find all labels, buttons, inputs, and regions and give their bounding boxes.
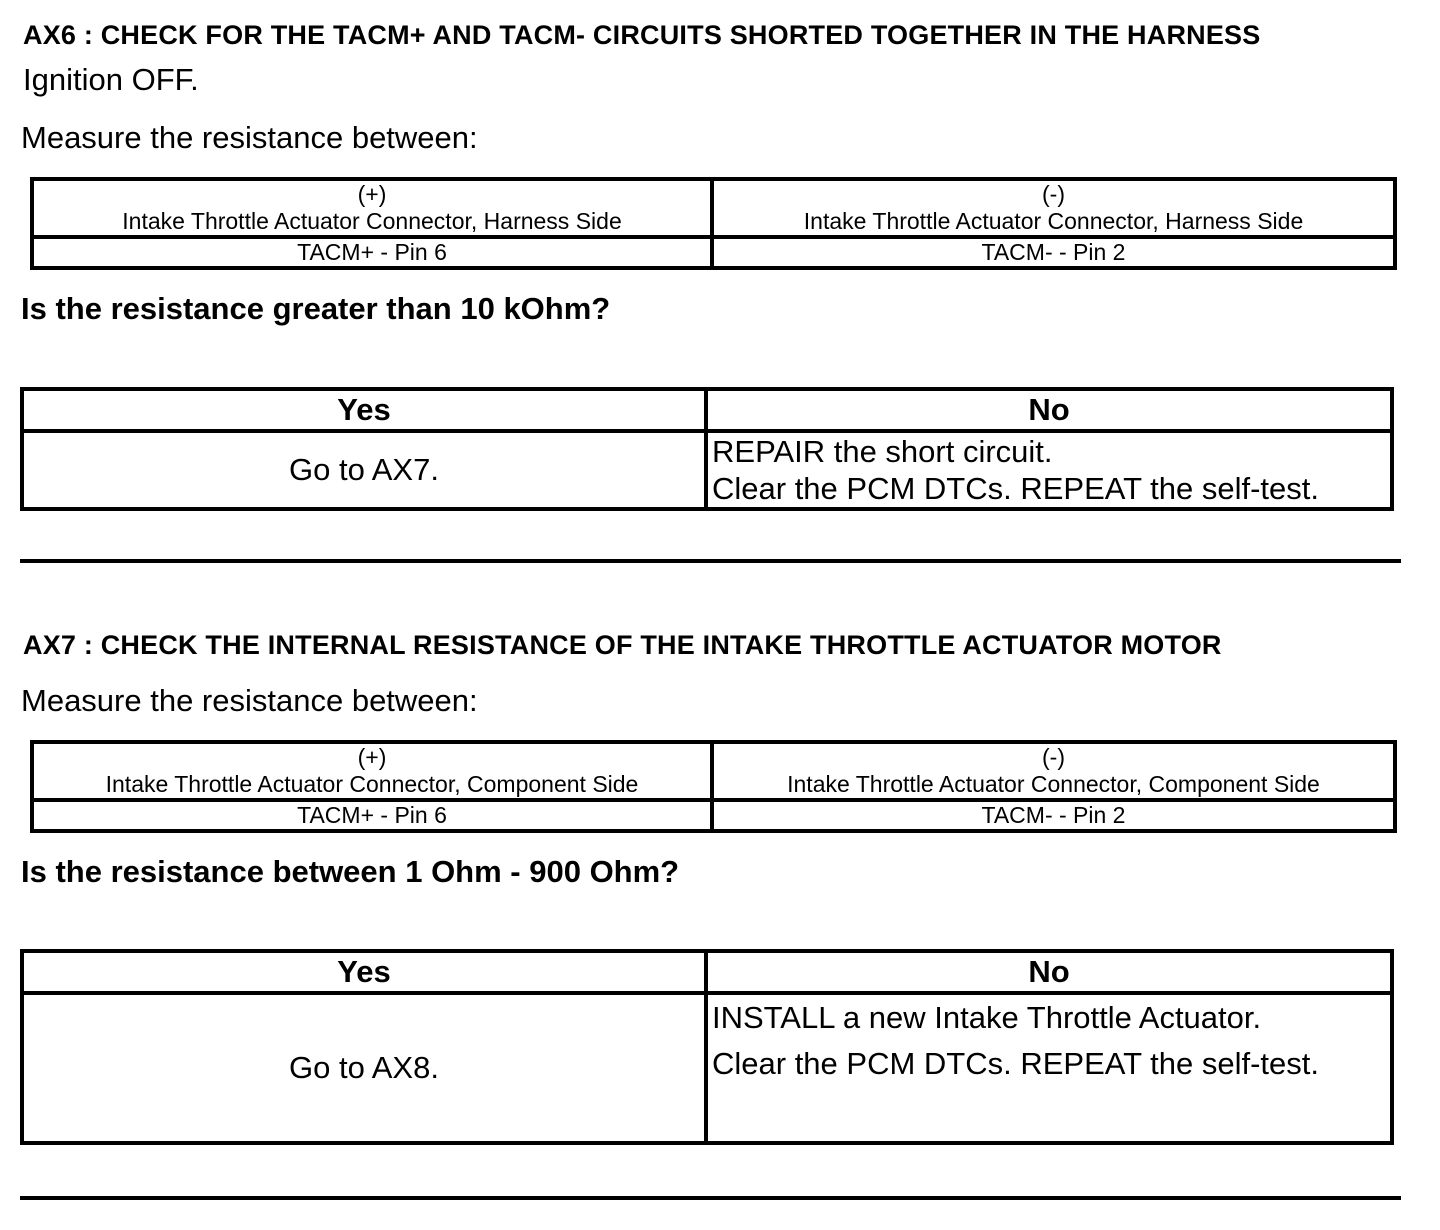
ax7-plus-sign: (+) (357, 744, 387, 770)
ax6-yes-header: Yes (22, 389, 706, 431)
ax6-answer-table (20, 387, 1394, 511)
ax7-no-action (706, 993, 1392, 1143)
ax6-plus-sign: (+) (357, 181, 387, 207)
ax7-no-header: No (706, 951, 1392, 993)
ax7-measurement-table (30, 740, 1397, 833)
ax7-answer-header-row (22, 951, 1392, 993)
ax7-measurement-header-row (32, 742, 1395, 800)
ax6-measure-label: Measure the resistance between: (21, 120, 478, 155)
ax6-plus-connector-label: Intake Throttle Actuator Connector, Harness Side (122, 208, 622, 234)
ax6-measurement-pin-row (32, 237, 1395, 268)
ax7-yes-header: Yes (22, 951, 706, 993)
ax6-yes-action: Go to AX7. (22, 431, 706, 509)
ax7-question: Is the resistance between 1 Ohm - 900 Ohm? (21, 854, 680, 889)
ax7-measure-label: Measure the resistance between: (21, 683, 478, 718)
ax6-step-title: AX6 : CHECK FOR THE TACM+ AND TACM- CIRCUITS SHORTED TOGETHER IN THE HARNESS (23, 20, 1261, 50)
ax7-minus-sign: (-) (1042, 744, 1065, 770)
ax6-minus-pin: TACM- - Pin 2 (712, 237, 1395, 268)
ax6-answer-header-row (22, 389, 1392, 431)
section-divider-bottom (20, 1196, 1401, 1200)
ax7-minus-probe-cell (712, 742, 1395, 800)
ax7-measurement-pin-row (32, 800, 1395, 831)
ax7-no-action-line2: Clear the PCM DTCs. REPEAT the self-test. (712, 1046, 1319, 1081)
ax6-no-header: No (706, 389, 1392, 431)
ax6-instruction: Ignition OFF. (23, 62, 199, 97)
ax6-question: Is the resistance greater than 10 kOhm? (21, 291, 611, 326)
ax7-minus-connector-label: Intake Throttle Actuator Connector, Component Side (787, 771, 1320, 797)
ax6-plus-pin: TACM+ - Pin 6 (32, 237, 712, 268)
ax7-no-action-line1: INSTALL a new Intake Throttle Actuator. (712, 1000, 1262, 1035)
ax6-no-action (706, 431, 1392, 509)
section-divider (20, 559, 1401, 563)
ax7-plus-probe-cell (32, 742, 712, 800)
ax7-plus-pin: TACM+ - Pin 6 (32, 800, 712, 831)
ax6-measurement-header-row (32, 179, 1395, 237)
ax7-minus-pin: TACM- - Pin 2 (712, 800, 1395, 831)
ax6-no-action-line2: Clear the PCM DTCs. REPEAT the self-test. (712, 471, 1319, 506)
ax6-measurement-table (30, 177, 1397, 270)
ax6-minus-sign: (-) (1042, 181, 1065, 207)
ax6-minus-probe-cell (712, 179, 1395, 237)
ax6-answer-body-row (22, 431, 1392, 509)
ax7-answer-table (20, 949, 1394, 1145)
ax6-minus-connector-label: Intake Throttle Actuator Connector, Harness Side (803, 208, 1304, 234)
ax6-plus-probe-cell (32, 179, 712, 237)
ax6-no-action-line1: REPAIR the short circuit. (712, 434, 1053, 469)
ax7-plus-connector-label: Intake Throttle Actuator Connector, Component Side (105, 771, 639, 797)
ax7-answer-body-row (22, 993, 1392, 1143)
ax7-yes-action: Go to AX8. (22, 993, 706, 1143)
ax7-step-title: AX7 : CHECK THE INTERNAL RESISTANCE OF THE INTAKE THROTTLE ACTUATOR MOTOR (23, 630, 1222, 660)
